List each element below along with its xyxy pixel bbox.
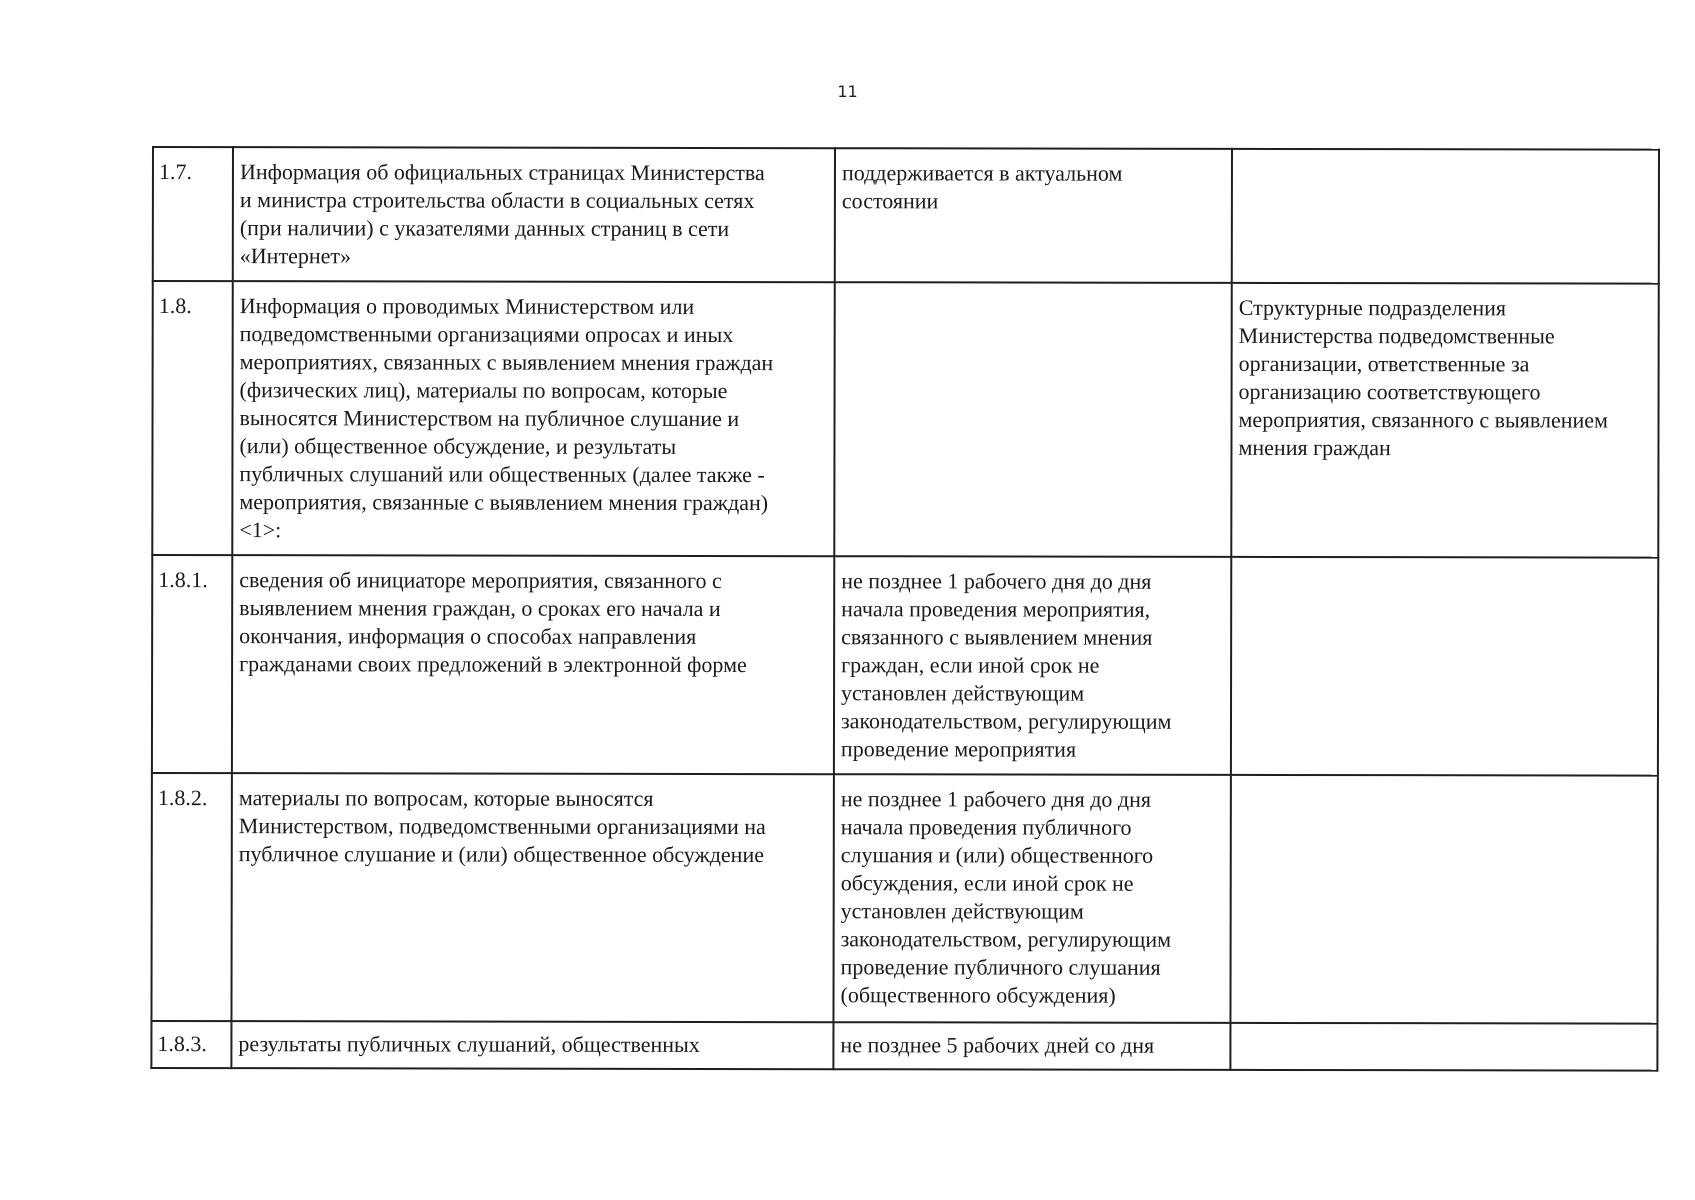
deadline-cell: поддерживается в актуальном состоянии <box>835 148 1232 283</box>
table-row <box>153 147 1659 284</box>
responsible-cell <box>1232 149 1659 284</box>
responsible-cell <box>1231 557 1658 776</box>
row-number: 1.7. <box>153 147 233 281</box>
row-number: 1.8.1. <box>152 555 232 773</box>
responsible-cell <box>1230 1023 1657 1071</box>
page-number: 11 <box>837 82 858 101</box>
deadline-cell: не позднее 1 рабочего дня до дня начала проведения мероприятия, связанного с выявлением мнения граждан, если иной срок не установлен действующим законодательством, регулирующим проведение мероприятия <box>834 556 1231 775</box>
row-number: 1.8.3. <box>151 1021 231 1068</box>
row-number: 1.8. <box>152 281 232 555</box>
deadline-cell: не позднее 5 рабочих дней со дня <box>833 1022 1230 1070</box>
info-name-cell: Информация о проводимых Министерством или подведомственными организациями опросах и иных мероприятиях, связанных с выявлением мнения граждан (физических лиц), материалы по вопросам, которые выносятся Министерством на публичное слушание и (или) общественное обсуждение, и результаты публичных слушаний или общественных (далее также - мероприятия, связанные с выявлением мнения граждан) <1>: <box>232 281 834 556</box>
deadline-cell <box>834 282 1231 557</box>
table-row <box>152 281 1658 558</box>
row-number: 1.8.2. <box>151 773 231 1021</box>
table-row <box>152 555 1658 776</box>
table-row <box>151 773 1657 1024</box>
info-name-cell: результаты публичных слушаний, общественных <box>231 1021 833 1069</box>
document-table <box>150 146 1660 1072</box>
table-row <box>151 1021 1657 1071</box>
info-name-cell: материалы по вопросам, которые выносятся Министерством, подведомственными организациями на публичное слушание и (или) общественное обсуждение <box>231 773 833 1022</box>
responsible-cell <box>1230 775 1657 1024</box>
info-name-cell: Информация об официальных страницах Министерства и министра строительства области в социальных сетях (при наличии) с указателями данных страниц в сети «Интернет» <box>233 147 835 282</box>
deadline-cell: не позднее 1 рабочего дня до дня начала проведения публичного слушания и (или) общественного обсуждения, если иной срок не установлен действующим законодательством, регулирующим проведение публичного слушания (общественного обсуждения) <box>833 774 1230 1023</box>
info-name-cell: сведения об инициаторе мероприятия, связанного с выявлением мнения граждан, о сроках его начала и окончания, информация о способах направления гражданами своих предложений в электронной форме <box>232 555 834 774</box>
responsible-cell: Структурные подразделения Министерства подведомственные организации, ответственные за организацию соответствующего мероприятия, связанного с выявлением мнения граждан <box>1231 283 1658 558</box>
